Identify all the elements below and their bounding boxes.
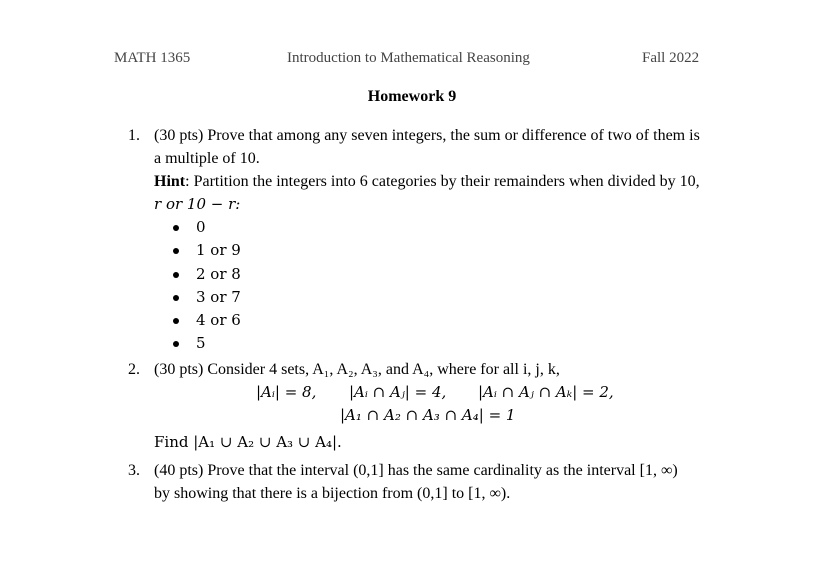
list-item: 0 [170,216,728,239]
hint-text: : Partition the integers into 6 categories by their remainders when divided by 10, [185,173,700,190]
equation-line [154,381,728,404]
list-item: 3 or 7 [170,286,728,309]
hint [154,170,728,193]
homework-title: Homework 9 [367,88,457,105]
problem-text: a multiple of 10. [154,150,260,167]
problem-number: 1. [128,127,140,144]
problem-1 [128,124,728,356]
problem-text: (30 pts) Prove that among any seven integers, the sum or difference of two of them is [154,127,700,144]
list-item: 5 [170,332,728,355]
problem-text: (40 pts) Prove that the interval (0,1] has the same cardinality as the interval [1, ∞) [154,462,678,479]
term: Fall 2022 [642,50,700,66]
problem-3 [128,459,728,505]
list-item: 2 or 8 [170,263,728,286]
list-item: 1 or 9 [170,239,728,262]
hint-label: Hint [154,173,186,190]
equation: |Aᵢ ∩ Aⱼ| = 4, [349,383,447,401]
problem-text: by showing that there is a bijection from (0,1] to [1, ∞). [154,485,511,502]
problem-number: 3. [128,462,140,479]
equation: |A₁ ∩ A₂ ∩ A₃ ∩ A₄| = 1 [340,406,516,424]
category-list [170,216,728,356]
course-title: Introduction to Mathematical Reasoning [287,50,530,66]
problem-text: Find |A₁ ∪ A₂ ∪ A₃ ∪ A₄|. [154,433,342,451]
hint-text: r or 10 − r: [154,195,241,213]
problem-number: 2. [128,361,140,378]
equation: |Aᵢ| = 8, [256,383,317,401]
problem-text: (30 pts) Consider 4 sets, A₁, A₂, A₃, and A₄, where for all i, j, k, [154,361,560,378]
equation: |Aᵢ ∩ Aⱼ ∩ Aₖ| = 2, [478,383,614,401]
problem-2 [128,358,728,454]
equation-line [154,404,728,427]
course-code: MATH 1365 [114,50,191,66]
list-item: 4 or 6 [170,309,728,332]
